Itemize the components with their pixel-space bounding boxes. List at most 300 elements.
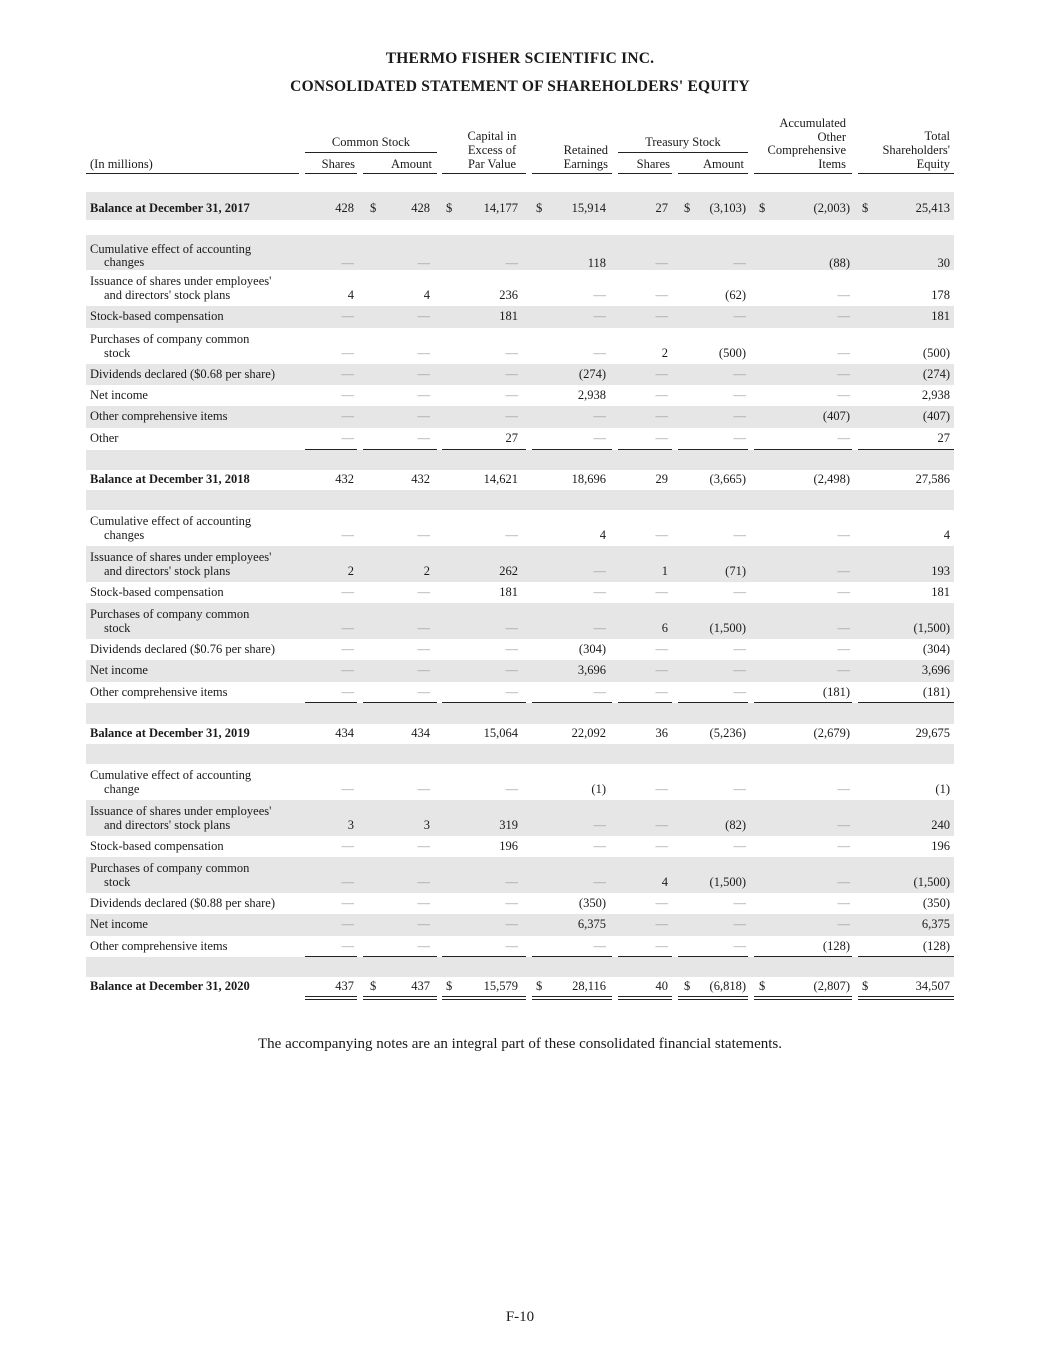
- cell-value: —: [733, 255, 746, 270]
- table-row-oth2018: [86, 428, 954, 450]
- header-rule: [754, 173, 852, 174]
- cell-value: 2,938: [921, 387, 950, 402]
- cell-value: (1,500): [709, 875, 746, 889]
- cell-value: (181): [822, 684, 850, 699]
- cell-value: (2,498): [813, 472, 850, 486]
- cell-value: 3: [347, 818, 354, 832]
- cell-value: —: [655, 818, 668, 832]
- cell-value: 3,696: [577, 663, 606, 677]
- row-label: [90, 515, 251, 542]
- header-rule: [858, 173, 954, 174]
- row-label-line1: Issuance of shares under employees': [90, 550, 272, 564]
- row-label: Net income: [90, 387, 148, 402]
- header-cs-amount: Amount: [391, 157, 432, 171]
- cell-value: —: [655, 684, 668, 699]
- cell-value: (274): [922, 366, 950, 381]
- cell-value: —: [417, 584, 430, 599]
- header-rule: [305, 173, 357, 174]
- row-label: Balance at December 31, 2018: [90, 472, 250, 486]
- row-label-line2: stock: [104, 620, 131, 635]
- cell-value: —: [417, 387, 430, 402]
- dollar-sign: $: [370, 979, 377, 993]
- cell-value: (304): [578, 641, 606, 656]
- cell-value: —: [655, 528, 668, 542]
- table-row-pur2019: [86, 603, 954, 639]
- header-total-2: Shareholders': [882, 143, 950, 157]
- table-row-bal2017: [86, 198, 954, 220]
- cell-value: —: [341, 346, 354, 360]
- cell-value: —: [593, 621, 606, 635]
- row-label: [90, 275, 271, 302]
- table-row-iss2019: [86, 546, 954, 582]
- row-label-line1: Cumulative effect of accounting: [90, 514, 252, 528]
- cell-value: 178: [931, 288, 950, 302]
- dollar-sign: $: [862, 979, 869, 993]
- cell-value: (128): [822, 938, 850, 953]
- cell-value: (1,500): [709, 621, 746, 635]
- table-row-cum2018: [86, 241, 954, 270]
- cell-value: —: [341, 528, 354, 542]
- cell-value: —: [655, 782, 668, 796]
- cell-value: —: [593, 584, 606, 599]
- table-row-ni2020: [86, 914, 954, 936]
- cell-value: 2,938: [577, 387, 606, 402]
- cell-value: —: [655, 917, 668, 931]
- cell-value: —: [837, 528, 850, 542]
- header-aoci-3: Comprehensive: [767, 143, 846, 157]
- cell-value: —: [733, 387, 746, 402]
- row-label-line2: change: [104, 781, 140, 796]
- cell-value: —: [655, 895, 668, 910]
- table-row-pur2020: [86, 857, 954, 893]
- table-row-cum2020: [86, 764, 954, 800]
- cell-value: —: [417, 366, 430, 381]
- cell-value: —: [593, 838, 606, 853]
- row-label: Other comprehensive items: [90, 684, 228, 699]
- cell-value: —: [837, 641, 850, 656]
- cell-value: (350): [578, 895, 606, 910]
- dollar-sign: $: [446, 201, 453, 215]
- cell-value: 2: [661, 346, 668, 360]
- cell-value: 15,914: [571, 201, 606, 215]
- row-spacer: [86, 450, 954, 470]
- row-label: Dividends declared ($0.88 per share): [90, 895, 275, 910]
- cell-value: —: [341, 917, 354, 931]
- double-underline: [618, 996, 672, 1000]
- cell-value: (128): [922, 938, 950, 953]
- cell-value: (1): [591, 782, 606, 796]
- header-ts-amount: Amount: [703, 157, 744, 171]
- header-common-stock: Common Stock: [331, 135, 411, 149]
- cell-value: —: [733, 684, 746, 699]
- cell-value: 6: [661, 621, 668, 635]
- double-underline: [305, 996, 357, 1000]
- cell-value: —: [655, 409, 668, 423]
- cell-value: 2: [347, 564, 354, 578]
- row-label-line2: and directors' stock plans: [104, 287, 231, 302]
- cell-value: 18,696: [571, 472, 606, 486]
- cell-value: —: [655, 387, 668, 402]
- cell-value: 437: [411, 979, 430, 993]
- table-row-bal2018: [86, 470, 954, 490]
- cell-value: 196: [931, 838, 950, 853]
- row-label: Net income: [90, 663, 148, 677]
- cell-value: —: [417, 255, 430, 270]
- cell-value: —: [341, 684, 354, 699]
- table-row-sbc2018: [86, 306, 954, 328]
- cell-value: —: [837, 917, 850, 931]
- cell-value: —: [733, 431, 746, 445]
- row-label-line2: stock: [104, 345, 131, 360]
- row-label-line2: and directors' stock plans: [104, 817, 231, 832]
- table-row-sbc2020: [86, 836, 954, 857]
- cell-value: 15,579: [483, 979, 518, 993]
- cell-value: —: [417, 663, 430, 677]
- row-label-line1: Cumulative effect of accounting: [90, 768, 252, 782]
- cell-value: 28,116: [572, 979, 606, 993]
- cell-value: —: [341, 309, 354, 323]
- table-row-bal2020: [86, 977, 954, 997]
- cell-value: (2,003): [813, 201, 850, 215]
- cell-value: 193: [931, 564, 950, 578]
- header-capital-3: Par Value: [467, 157, 517, 171]
- cell-value: —: [837, 875, 850, 889]
- cell-value: —: [341, 584, 354, 599]
- cell-value: —: [341, 409, 354, 423]
- row-label-line1: Purchases of company common: [90, 861, 250, 875]
- table-row-iss2018: [86, 270, 954, 306]
- cell-value: —: [505, 366, 518, 381]
- cell-value: 432: [411, 472, 430, 486]
- header-retained-1: Retained: [563, 143, 608, 157]
- row-label: Other: [90, 431, 119, 445]
- cell-value: —: [593, 431, 606, 445]
- cell-value: —: [505, 641, 518, 656]
- cell-value: (274): [578, 366, 606, 381]
- page-number: F-10: [505, 1309, 535, 1325]
- cell-value: 196: [499, 838, 518, 853]
- cell-value: 4: [423, 288, 430, 302]
- cell-value: —: [505, 684, 518, 699]
- row-label: Stock-based compensation: [90, 584, 224, 599]
- cell-value: —: [417, 875, 430, 889]
- row-label: [90, 333, 249, 360]
- cell-value: —: [733, 938, 746, 953]
- cell-value: —: [655, 288, 668, 302]
- cell-value: —: [655, 663, 668, 677]
- table-row-oci2018: [86, 406, 954, 428]
- cell-value: (1,500): [913, 621, 950, 635]
- cell-value: —: [417, 309, 430, 323]
- cell-value: —: [837, 564, 850, 578]
- cell-value: —: [505, 346, 518, 360]
- cell-value: —: [837, 431, 850, 445]
- cell-value: (1,500): [913, 875, 950, 889]
- cell-value: 29: [655, 472, 668, 486]
- cell-value: —: [733, 584, 746, 599]
- cell-value: (181): [922, 684, 950, 699]
- cell-value: 236: [499, 288, 518, 302]
- cell-value: —: [417, 346, 430, 360]
- cell-value: —: [837, 895, 850, 910]
- cell-value: 27: [937, 431, 950, 445]
- cell-value: —: [505, 917, 518, 931]
- cell-value: —: [733, 663, 746, 677]
- cell-value: (407): [822, 409, 850, 423]
- cell-value: —: [505, 663, 518, 677]
- cell-value: —: [733, 409, 746, 423]
- row-label: Dividends declared ($0.68 per share): [90, 366, 275, 381]
- cell-value: —: [655, 309, 668, 323]
- row-label-line2: changes: [104, 255, 145, 269]
- header-aoci-4: Items: [818, 157, 846, 171]
- double-underline: [678, 996, 748, 1000]
- row-label: [90, 862, 249, 889]
- dollar-sign: $: [536, 979, 543, 993]
- cell-value: 4: [347, 288, 354, 302]
- row-label: [90, 551, 271, 578]
- cell-value: —: [417, 917, 430, 931]
- row-spacer: [86, 703, 954, 724]
- cell-value: 40: [655, 979, 668, 993]
- cell-value: —: [341, 663, 354, 677]
- row-label-line2: stock: [104, 874, 131, 889]
- cell-value: —: [733, 917, 746, 931]
- cell-value: —: [733, 895, 746, 910]
- cell-value: —: [341, 938, 354, 953]
- row-label-line1: Issuance of shares under employees': [90, 804, 272, 818]
- footnote: The accompanying notes are an integral part of these consolidated financial statements.: [258, 1036, 782, 1052]
- row-label-line1: Issuance of shares under employees': [90, 274, 272, 288]
- row-label: Stock-based compensation: [90, 838, 224, 853]
- table-row-sbc2019: [86, 582, 954, 603]
- cell-value: —: [837, 309, 850, 323]
- cell-value: 29,675: [915, 726, 950, 740]
- cell-value: —: [505, 895, 518, 910]
- cell-value: —: [505, 387, 518, 402]
- dollar-sign: $: [446, 979, 453, 993]
- cell-value: 181: [931, 309, 950, 323]
- cell-value: —: [837, 346, 850, 360]
- cell-value: —: [417, 938, 430, 953]
- cell-value: —: [593, 309, 606, 323]
- cell-value: (500): [718, 346, 746, 360]
- dollar-sign: $: [536, 201, 543, 215]
- table-row-ni2018: [86, 385, 954, 406]
- table-row-cum2019: [86, 510, 954, 546]
- header-rule: [618, 152, 748, 153]
- cell-value: —: [593, 818, 606, 832]
- cell-value: (1): [935, 782, 950, 796]
- cell-value: —: [837, 366, 850, 381]
- cell-value: 428: [411, 201, 430, 215]
- cell-value: —: [341, 431, 354, 445]
- cell-value: —: [505, 938, 518, 953]
- cell-value: 2: [423, 564, 430, 578]
- header-rule: [363, 173, 437, 174]
- cell-value: (71): [725, 564, 746, 578]
- cell-value: 240: [931, 818, 950, 832]
- row-spacer: [86, 744, 954, 764]
- cell-value: —: [655, 584, 668, 599]
- table-row-div2020: [86, 893, 954, 914]
- cell-value: 4: [943, 528, 950, 542]
- cell-value: —: [837, 838, 850, 853]
- cell-value: 432: [335, 472, 354, 486]
- cell-value: —: [417, 838, 430, 853]
- header-cs-shares: Shares: [321, 157, 355, 171]
- row-label: Stock-based compensation: [90, 309, 224, 323]
- double-underline: [532, 996, 612, 1000]
- dollar-sign: $: [684, 201, 691, 215]
- cell-value: —: [341, 255, 354, 270]
- header-aoci-2: Other: [817, 130, 846, 144]
- cell-value: 14,621: [483, 472, 518, 486]
- cell-value: —: [341, 875, 354, 889]
- cell-value: 27: [505, 431, 518, 445]
- cell-value: —: [341, 895, 354, 910]
- cell-value: —: [593, 409, 606, 423]
- header-rule: [442, 173, 526, 174]
- cell-value: —: [655, 938, 668, 953]
- cell-value: (62): [725, 288, 746, 302]
- cell-value: —: [837, 387, 850, 402]
- cell-value: 27: [655, 201, 668, 215]
- cell-value: —: [505, 528, 518, 542]
- row-label: Balance at December 31, 2017: [90, 201, 250, 215]
- cell-value: —: [341, 838, 354, 853]
- header-rule: [86, 173, 299, 174]
- table-row-pur2018: [86, 328, 954, 364]
- header-rule: [678, 173, 748, 174]
- cell-value: —: [341, 366, 354, 381]
- double-underline: [442, 996, 526, 1000]
- dollar-sign: $: [684, 979, 691, 993]
- cell-value: —: [341, 621, 354, 635]
- cell-value: 262: [499, 564, 518, 578]
- cell-value: 437: [335, 979, 354, 993]
- cell-value: (5,236): [709, 726, 746, 740]
- cell-value: —: [733, 838, 746, 853]
- cell-value: —: [505, 409, 518, 423]
- cell-value: —: [593, 564, 606, 578]
- header-retained-2: Earnings: [563, 157, 608, 171]
- header-ts-shares: Shares: [636, 157, 670, 171]
- table-row-iss2020: [86, 800, 954, 836]
- cell-value: —: [505, 255, 518, 270]
- row-label: [90, 608, 249, 635]
- cell-value: —: [417, 409, 430, 423]
- table-row-div2019: [86, 639, 954, 660]
- header-rule: [532, 173, 612, 174]
- dollar-sign: $: [759, 201, 766, 215]
- cell-value: 3: [423, 818, 430, 832]
- double-underline: [363, 996, 437, 1000]
- header-total-1: Total: [924, 129, 950, 143]
- cell-value: 181: [499, 309, 518, 323]
- cell-value: 27,586: [915, 472, 950, 486]
- cell-value: —: [655, 366, 668, 381]
- cell-value: —: [341, 782, 354, 796]
- cell-value: —: [733, 528, 746, 542]
- cell-value: —: [505, 782, 518, 796]
- table-row-div2018: [86, 364, 954, 385]
- header-rule: [618, 173, 672, 174]
- cell-value: (6,818): [709, 979, 746, 993]
- header-treasury: Treasury Stock: [645, 135, 721, 149]
- cell-value: —: [837, 663, 850, 677]
- cell-value: —: [733, 309, 746, 323]
- cell-value: —: [655, 255, 668, 270]
- dollar-sign: $: [862, 201, 869, 215]
- cell-value: —: [593, 288, 606, 302]
- dollar-sign: $: [759, 979, 766, 993]
- cell-value: (407): [922, 409, 950, 423]
- cell-value: 4: [599, 528, 606, 542]
- cell-value: —: [505, 875, 518, 889]
- row-label: Other comprehensive items: [90, 938, 228, 953]
- cell-value: (2,679): [813, 726, 850, 740]
- header-capital-1: Capital in: [467, 129, 517, 143]
- cell-value: 36: [655, 726, 668, 740]
- row-label-line2: changes: [104, 527, 145, 542]
- cell-value: —: [655, 431, 668, 445]
- cell-value: 1: [661, 564, 668, 578]
- row-spacer: [86, 957, 954, 977]
- row-label-line1: Cumulative effect of accounting: [90, 241, 252, 256]
- cell-value: 319: [499, 818, 518, 832]
- cell-value: 22,092: [571, 726, 606, 740]
- cell-value: 4: [661, 875, 668, 889]
- row-label: Other comprehensive items: [90, 409, 228, 423]
- statement-title: CONSOLIDATED STATEMENT OF SHAREHOLDERS' EQUITY: [290, 78, 750, 95]
- row-label-line1: Purchases of company common: [90, 607, 250, 621]
- row-label-line2: and directors' stock plans: [104, 563, 231, 578]
- table-row-oci2019: [86, 682, 954, 703]
- cell-value: —: [733, 641, 746, 656]
- units-label: (In millions): [90, 157, 153, 171]
- row-label: [90, 243, 251, 270]
- cell-value: —: [417, 641, 430, 656]
- cell-value: —: [417, 528, 430, 542]
- header-aoci-1: Accumulated: [779, 116, 846, 130]
- cell-value: 428: [335, 201, 354, 215]
- cell-value: 118: [587, 255, 606, 270]
- cell-value: 30: [937, 255, 950, 270]
- header-total-3: Equity: [916, 157, 950, 171]
- cell-value: —: [837, 584, 850, 599]
- cell-value: —: [593, 938, 606, 953]
- double-underline: [754, 996, 852, 1000]
- dollar-sign: $: [370, 201, 377, 215]
- cell-value: —: [655, 838, 668, 853]
- cell-value: (500): [922, 346, 950, 360]
- table-row-oci2020: [86, 936, 954, 957]
- cell-value: (3,103): [709, 201, 746, 215]
- row-label-line1: Purchases of company common: [90, 332, 250, 346]
- company-name: THERMO FISHER SCIENTIFIC INC.: [385, 50, 655, 67]
- cell-value: —: [417, 684, 430, 699]
- cell-value: 3,696: [921, 663, 950, 677]
- cell-value: —: [593, 684, 606, 699]
- table-row-bal2019: [86, 724, 954, 744]
- cell-value: —: [655, 641, 668, 656]
- row-label: Net income: [90, 917, 148, 931]
- cell-value: —: [417, 895, 430, 910]
- cell-value: 181: [931, 584, 950, 599]
- cell-value: —: [417, 782, 430, 796]
- cell-value: 15,064: [483, 726, 518, 740]
